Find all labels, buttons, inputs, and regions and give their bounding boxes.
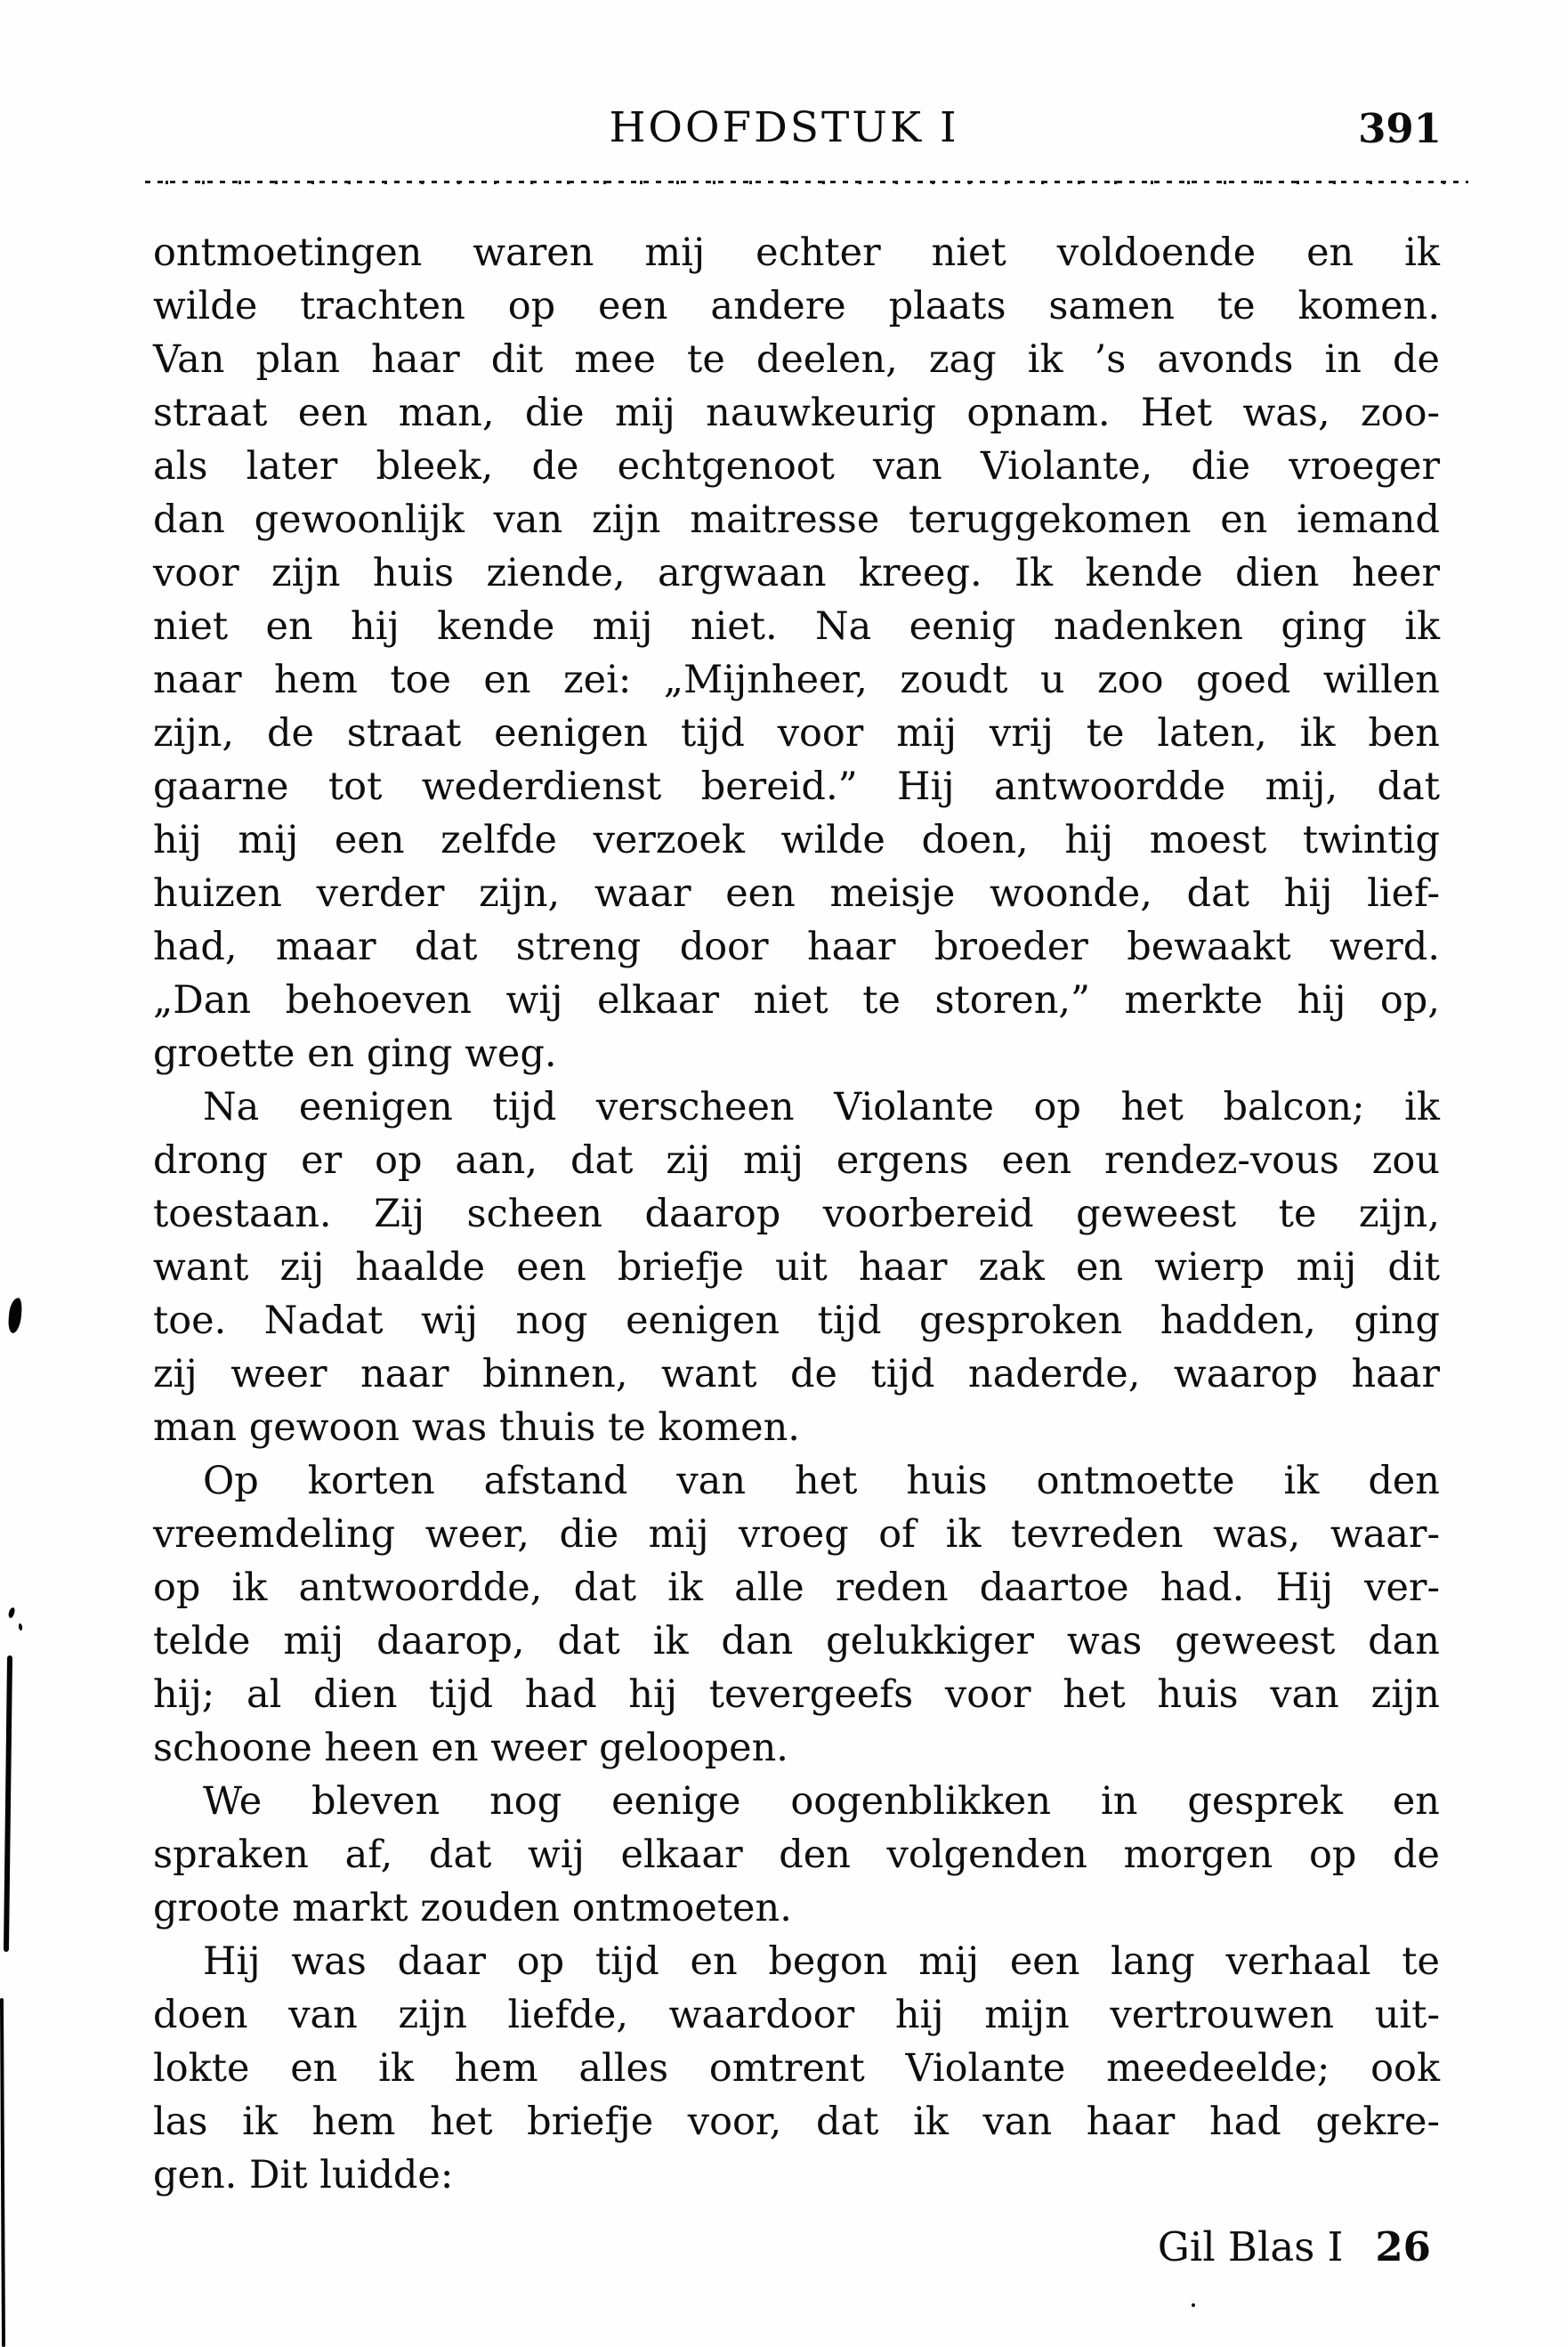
page-body [153, 226, 1440, 2202]
text-line: gaarne tot wederdienst bereid.” Hij antwoordde mij, dat [153, 765, 1440, 809]
text-line: groette en ging weg. [153, 1032, 557, 1076]
text-line: straat een man, die mij nauwkeurig opnam. Het was, zoo- [153, 391, 1440, 435]
page-number: 391 [1358, 105, 1442, 152]
text-line: hij mij een zelfde verzoek wilde doen, hij moest twintig [153, 818, 1440, 862]
text-line: gen. Dit luidde: [153, 2153, 454, 2197]
chapter-title: HOOFDSTUK I [609, 103, 959, 152]
binding-edge-artifact [0, 1998, 5, 2347]
text-line: als later bleek, de echtgenoot van Violante, die vroeger [153, 444, 1440, 489]
text-line: toe. Nadat wij nog eenigen tijd gesproken hadden, ging [153, 1299, 1440, 1343]
ink-blot-artifact [8, 1298, 23, 1334]
text-line: Na eenigen tijd verscheen Violante op het balcon; ik [203, 1085, 1440, 1129]
text-line: schoone heen en weer geloopen. [153, 1726, 788, 1770]
text-line: niet en hij kende mij niet. Na eenig nadenken ging ik [153, 604, 1440, 649]
text-line: doen van zijn liefde, waardoor hij mijn vertrouwen uit- [153, 1993, 1440, 2037]
text-line: zijn, de straat eenigen tijd voor mij vrij te laten, ik ben [153, 711, 1440, 756]
text-line: naar hem toe en zei: „Mijnheer, zoudt u zoo goed willen [153, 658, 1440, 702]
text-line: dan gewoonlijk van zijn maitresse teruggekomen en iemand [153, 498, 1440, 542]
dotted-rule [145, 181, 1468, 184]
text-line: Van plan haar dit mee te deelen, zag ik ’s avonds in de [153, 337, 1440, 382]
text-line: lokte en ik hem alles omtrent Violante meedeelde; ook [153, 2046, 1440, 2091]
text-line: had, maar dat streng door haar broeder bewaakt werd. [153, 925, 1440, 969]
footer [153, 2223, 1431, 2270]
text-line: ontmoetingen waren mij echter niet voldoende en ik [153, 231, 1440, 275]
text-line: Op korten afstand van het huis ontmoette ik den [203, 1459, 1440, 1503]
text-line: „Dan behoeven wij elkaar niet te storen,” merkte hij op, [153, 978, 1440, 1023]
text-line: op ik antwoordde, dat ik alle reden daartoe had. Hij ver- [153, 1566, 1440, 1610]
ink-speck-artifact [18, 1623, 22, 1631]
text-line: We bleven nog eenige oogenblikken in gesprek en [203, 1779, 1440, 1824]
text-line: vreemdeling weer, die mij vroeg of ik tevreden was, waar- [153, 1512, 1440, 1557]
footer-book-title: Gil Blas I [1157, 2223, 1344, 2270]
text-line: man gewoon was thuis te komen. [153, 1405, 800, 1450]
text-line: wilde trachten op een andere plaats samen te komen. [153, 284, 1440, 328]
text-line: Hij was daar op tijd en begon mij een lang verhaal te [203, 1939, 1440, 1984]
text-line: telde mij daarop, dat ik dan gelukkiger was geweest dan [153, 1619, 1440, 1663]
binding-edge-artifact [4, 1655, 12, 1952]
text-line: drong er op aan, dat zij mij ergens een rendez-vous zou [153, 1138, 1440, 1183]
text-line: voor zijn huis ziende, argwaan kreeg. Ik kende dien heer [153, 551, 1440, 595]
text-line: zij weer naar binnen, want de tijd naderde, waarop haar [153, 1352, 1440, 1396]
ink-speck-artifact [1192, 2303, 1195, 2307]
text-line: want zij haalde een briefje uit haar zak en wierp mij dit [153, 1245, 1440, 1290]
ink-speck-artifact [8, 1606, 16, 1618]
text-line: huizen verder zijn, waar een meisje woonde, dat hij lief- [153, 871, 1440, 916]
text-line: groote markt zouden ontmoeten. [153, 1886, 792, 1930]
text-line: hij; al dien tijd had hij tevergeefs voor het huis van zijn [153, 1672, 1440, 1717]
text-line: las ik hem het briefje voor, dat ik van haar had gekre- [153, 2100, 1440, 2144]
text-line: spraken af, dat wij elkaar den volgenden morgen op de [153, 1833, 1440, 1877]
text-line: toestaan. Zij scheen daarop voorbereid geweest te zijn, [153, 1192, 1440, 1236]
footer-signature-number: 26 [1375, 2223, 1431, 2270]
